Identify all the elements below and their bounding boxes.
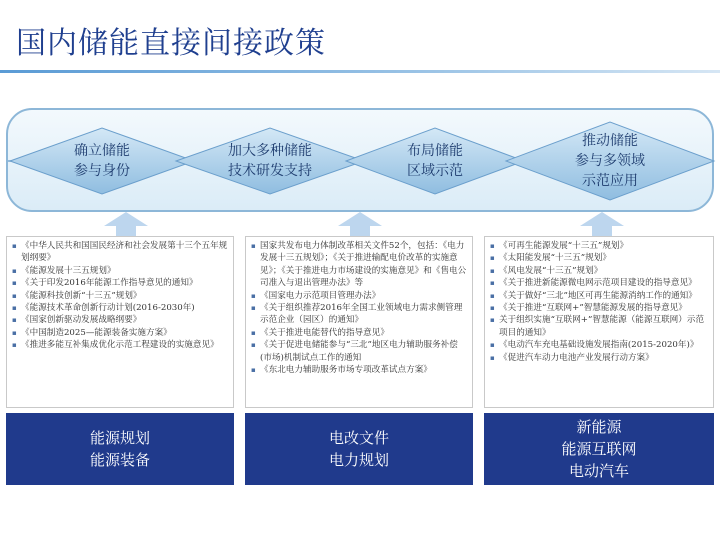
category-box-1: 能源规划 能源装备 xyxy=(6,413,234,485)
policy-item: ▪ 《能源技术革命创新行动计划(2016-2030年) xyxy=(12,302,229,314)
stage-label-3: 布局储能 区域示范 xyxy=(407,143,463,179)
stage-label-2: 加大多种储能 技术研发支持 xyxy=(228,143,312,179)
stage-label-4: 推动储能 参与多领域 示范应用 xyxy=(575,133,645,189)
policy-item: ▪ 《国家创新驱动发展战略纲要》 xyxy=(12,314,229,326)
policy-item: ▪ 《促进汽车动力电池产业发展行动方案》 xyxy=(490,352,709,364)
policy-item: ▪ 《能源科技创新“十三五”规划》 xyxy=(12,290,229,302)
policy-item: ▪ 关于组织实施“互联网+”智慧能源（能源互联网）示范项目的通知》 xyxy=(490,314,709,339)
policy-item: ▪ 《电动汽车充电基础设施发展指南(2015-2020年)》 xyxy=(490,339,709,351)
policy-item: ▪ 《东北电力辅助服务市场专项改革试点方案》 xyxy=(251,364,468,376)
category-box-2: 电改文件 电力规划 xyxy=(245,413,473,485)
stage-label-1: 确立储能 参与身份 xyxy=(74,143,130,179)
policy-item: ▪ 《推进多能互补集成优化示范工程建设的实施意见》 xyxy=(12,339,229,351)
policy-item: ▪ 《关于做好“三北”地区可再生能源消纳工作的通知》 xyxy=(490,290,709,302)
policy-item: ▪ 国家共发布电力体制改革相关文件52个，包括：《电力发展十三五规划》；《关于推进输配电价改革的实施意见》；《关于推进电力市场建设的实施意见》和《售电公司准入与退出管理办法》等 xyxy=(251,240,468,290)
policy-item: ▪ 《关于组织推荐2016年全国工业领域电力需求侧管理示范企业（园区）的通知》 xyxy=(251,302,468,327)
policy-item: ▪ 《关于推进“互联网+”智慧能源发展的指导意见》 xyxy=(490,302,709,314)
up-arrow-icon xyxy=(580,212,624,236)
policy-item: ▪ 《风电发展“十三五”规划》 xyxy=(490,265,709,277)
slide-title: 国内储能直接间接政策 xyxy=(16,26,326,61)
policy-item: ▪ 《关于推进新能源微电网示范项目建设的指导意见》 xyxy=(490,277,709,289)
policy-item: ▪ 《能源发展十三五规划》 xyxy=(12,265,229,277)
up-arrow-icon xyxy=(338,212,382,236)
policy-item: ▪ 《中国制造2025—能源装备实施方案》 xyxy=(12,327,229,339)
policy-item: ▪ 《国家电力示范项目管理办法》 xyxy=(251,290,468,302)
policy-item: ▪ 《太阳能发展“十三五”规划》 xyxy=(490,252,709,264)
policy-item: ▪ 《关于印发2016年能源工作指导意见的通知》 xyxy=(12,277,229,289)
policy-item: ▪ 《关于促进电储能参与“三北”地区电力辅助服务补偿(市场)机制试点工作的通知 xyxy=(251,339,468,364)
policy-list-box-1 xyxy=(6,236,234,408)
policy-item: ▪ 《中华人民共和国国民经济和社会发展第十三个五年规划纲要》 xyxy=(12,240,229,265)
policy-list-box-3 xyxy=(484,236,714,408)
up-arrow-icon xyxy=(104,212,148,236)
policy-item: ▪ 《可再生能源发展“十三五”规划》 xyxy=(490,240,709,252)
policy-list-box-2 xyxy=(245,236,473,408)
category-box-3: 新能源 能源互联网 电动汽车 xyxy=(484,413,714,485)
policy-item: ▪ 《关于推进电能替代的指导意见》 xyxy=(251,327,468,339)
